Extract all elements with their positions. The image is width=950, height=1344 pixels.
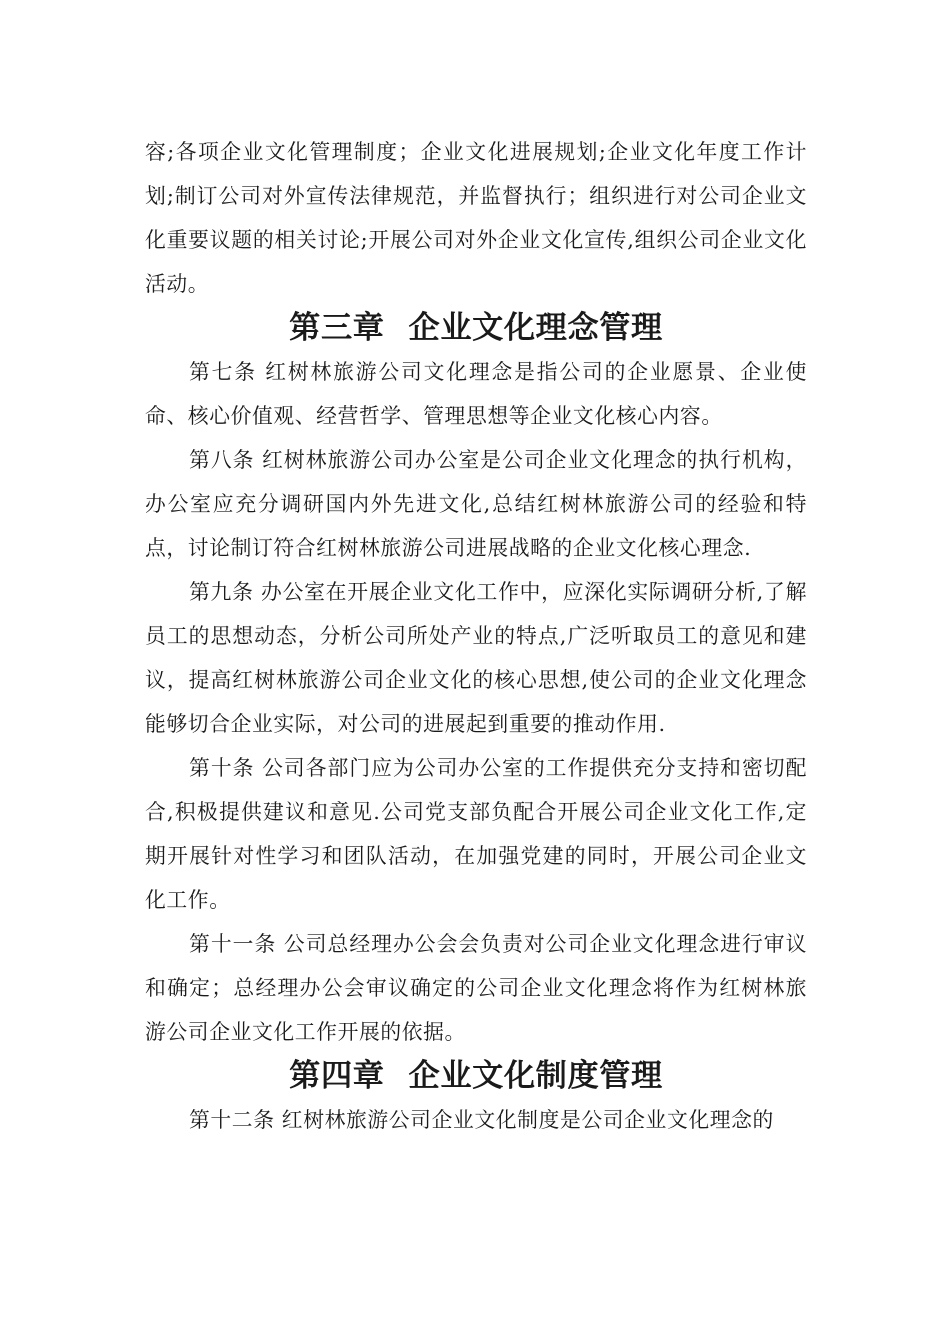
article-12: 第十二条 红树林旅游公司企业文化制度是公司企业文化理念的 (189, 1108, 774, 1132)
chapter-4-heading (145, 1054, 807, 1098)
article-10: 第十条 公司各部门应为公司办公室的工作提供充分支持和密切配合,积极提供建议和意见.公司党支部负配合开展公司企业文化工作,定期开展针对性学习和团队活动，在加强党建的同时，开展公司企业文化工作。 (145, 756, 807, 912)
article-7: 第七条 红树林旅游公司文化理念是指公司的企业愿景、企业使命、核心价值观、经营哲学、管理思想等企业文化核心内容。 (145, 360, 807, 428)
chapter-3-number: 第三章 (289, 310, 385, 346)
paragraph-continued: 容;各项企业文化管理制度；企业文化进展规划;企业文化年度工作计划;制订公司对外宣传法律规范，并监督执行；组织进行对公司企业文化重要议题的相关讨论;开展公司对外企业文化宣传,组织公司企业文化活动。 (145, 140, 807, 296)
chapter-4-number: 第四章 (289, 1058, 385, 1094)
chapter-3-heading (145, 306, 807, 350)
chapter-4-title: 企业文化制度管理 (408, 1058, 663, 1094)
article-11: 第十一条 公司总经理办公会会负责对公司企业文化理念进行审议和确定；总经理办公会审议确定的公司企业文化理念将作为红树林旅游公司企业文化工作开展的依据。 (145, 932, 807, 1044)
article-9: 第九条 办公室在开展企业文化工作中，应深化实际调研分析,了解员工的思想动态，分析公司所处产业的特点,广泛听取员工的意见和建议，提高红树林旅游公司企业文化的核心思想,使公司的企业文化理念能够切合企业实际，对公司的进展起到重要的推动作用. (145, 580, 807, 736)
document-page (145, 130, 807, 1142)
chapter-3-title: 企业文化理念管理 (408, 310, 663, 346)
article-8: 第八条 红树林旅游公司办公室是公司企业文化理念的执行机构，办公室应充分调研国内外先进文化,总结红树林旅游公司的经验和特点，讨论制订符合红树林旅游公司进展战略的企业文化核心理念. (145, 448, 807, 560)
